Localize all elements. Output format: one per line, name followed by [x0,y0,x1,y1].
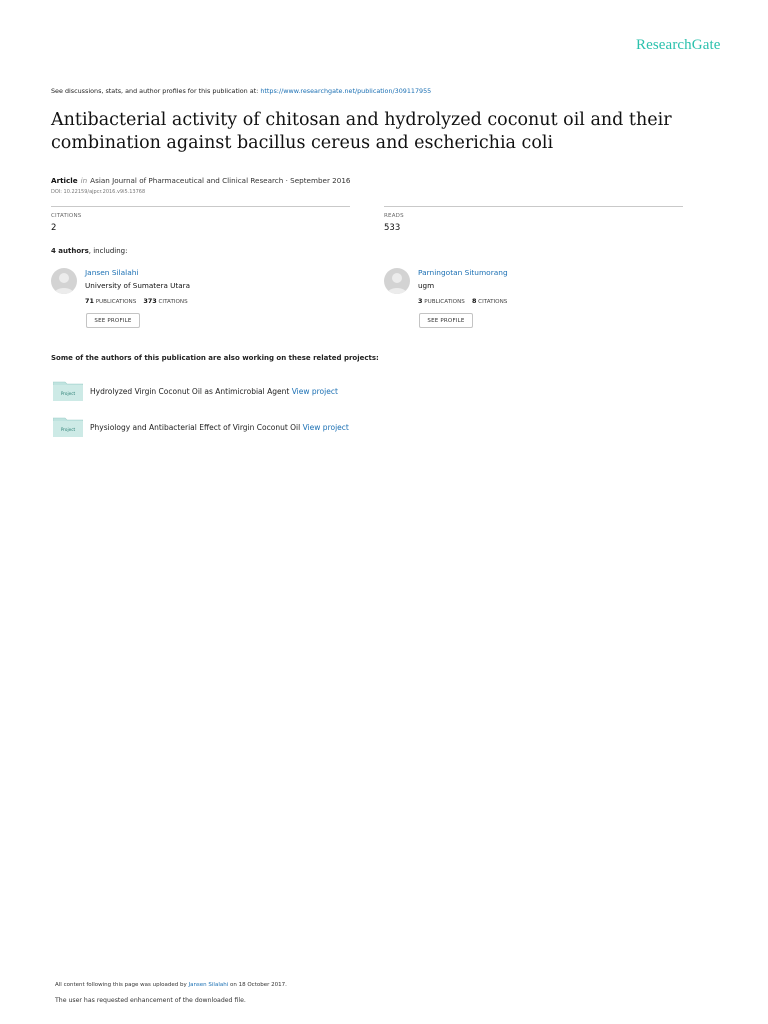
in-label: in [80,176,88,185]
publication-type: Article [51,176,78,185]
view-project-link[interactable]: View project [302,423,349,432]
authors-count: 4 authors [51,247,89,255]
upload-prefix: All content following this page was uploaded by [55,982,189,988]
citations-divider [51,206,350,207]
avatar[interactable] [384,268,410,294]
journal-name: Asian Journal of Pharmaceutical and Clinical Research · September 2016 [90,176,351,185]
researchgate-logo[interactable]: ResearchGate [636,37,721,53]
project-item [90,423,349,432]
doi-text: DOI: 10.22159/ajpcr.2016.v9i5.13768 [51,189,146,195]
author-stats [418,297,507,305]
project-title: Physiology and Antibacterial Effect of Virgin Coconut Oil [90,423,301,432]
person-icon [51,268,77,294]
discussion-line [51,87,431,95]
uploader-link[interactable]: Jansen Silalahi [188,982,229,988]
project-item [90,387,338,396]
related-projects-heading: Some of the authors of this publication are also working on these related projects: [51,354,379,362]
citations-label: CITATIONS [51,213,82,219]
view-project-link[interactable]: View project [291,387,338,396]
authors-heading [51,247,127,255]
person-icon [384,268,410,294]
project-icon [53,417,83,441]
publication-url-link[interactable]: https://www.researchgate.net/publication/309117955 [260,87,432,95]
project-icon-label: Project [60,391,76,396]
reads-divider [384,206,683,207]
enhancement-notice: The user has requested enhancement of the downloaded file. [55,997,246,1004]
discussion-prefix: See discussions, stats, and author profiles for this publication at: [51,87,261,95]
author-affiliation: ugm [418,281,435,290]
authors-suffix: , including: [88,247,128,255]
reads-value: 533 [384,223,401,233]
author-citations-count: 373 [143,297,157,305]
publications-label: PUBLICATIONS [95,299,137,305]
project-icon-label: Project [60,427,76,432]
avatar[interactable] [51,268,77,294]
see-profile-button[interactable]: SEE PROFILE [86,313,140,328]
author-affiliation: University of Sumatera Utara [85,281,191,290]
project-title: Hydrolyzed Virgin Coconut Oil as Antimicrobial Agent [90,387,290,396]
citations-value: 2 [51,223,57,233]
publications-label: PUBLICATIONS [424,299,465,305]
see-profile-button[interactable]: SEE PROFILE [419,313,473,328]
author-citations-count: 8 [471,297,477,305]
author-stats [85,297,188,305]
publication-title: Antibacterial activity of chitosan and hydrolyzed coconut oil and their combination against bacillus cereus and escherichia coli [51,110,672,153]
project-icon [53,381,83,405]
author-name-link[interactable]: Parningotan Situmorang [418,268,508,277]
author-name-link[interactable]: Jansen Silalahi [85,268,139,277]
publications-count: 3 [418,297,423,305]
author-citations-label: CITATIONS [478,299,508,305]
upload-notice [55,982,287,988]
author-citations-label: CITATIONS [158,299,188,305]
reads-label: READS [384,213,404,219]
upload-suffix: on 18 October 2017. [228,982,287,988]
publication-meta [51,176,350,185]
publications-count: 71 [85,297,94,305]
